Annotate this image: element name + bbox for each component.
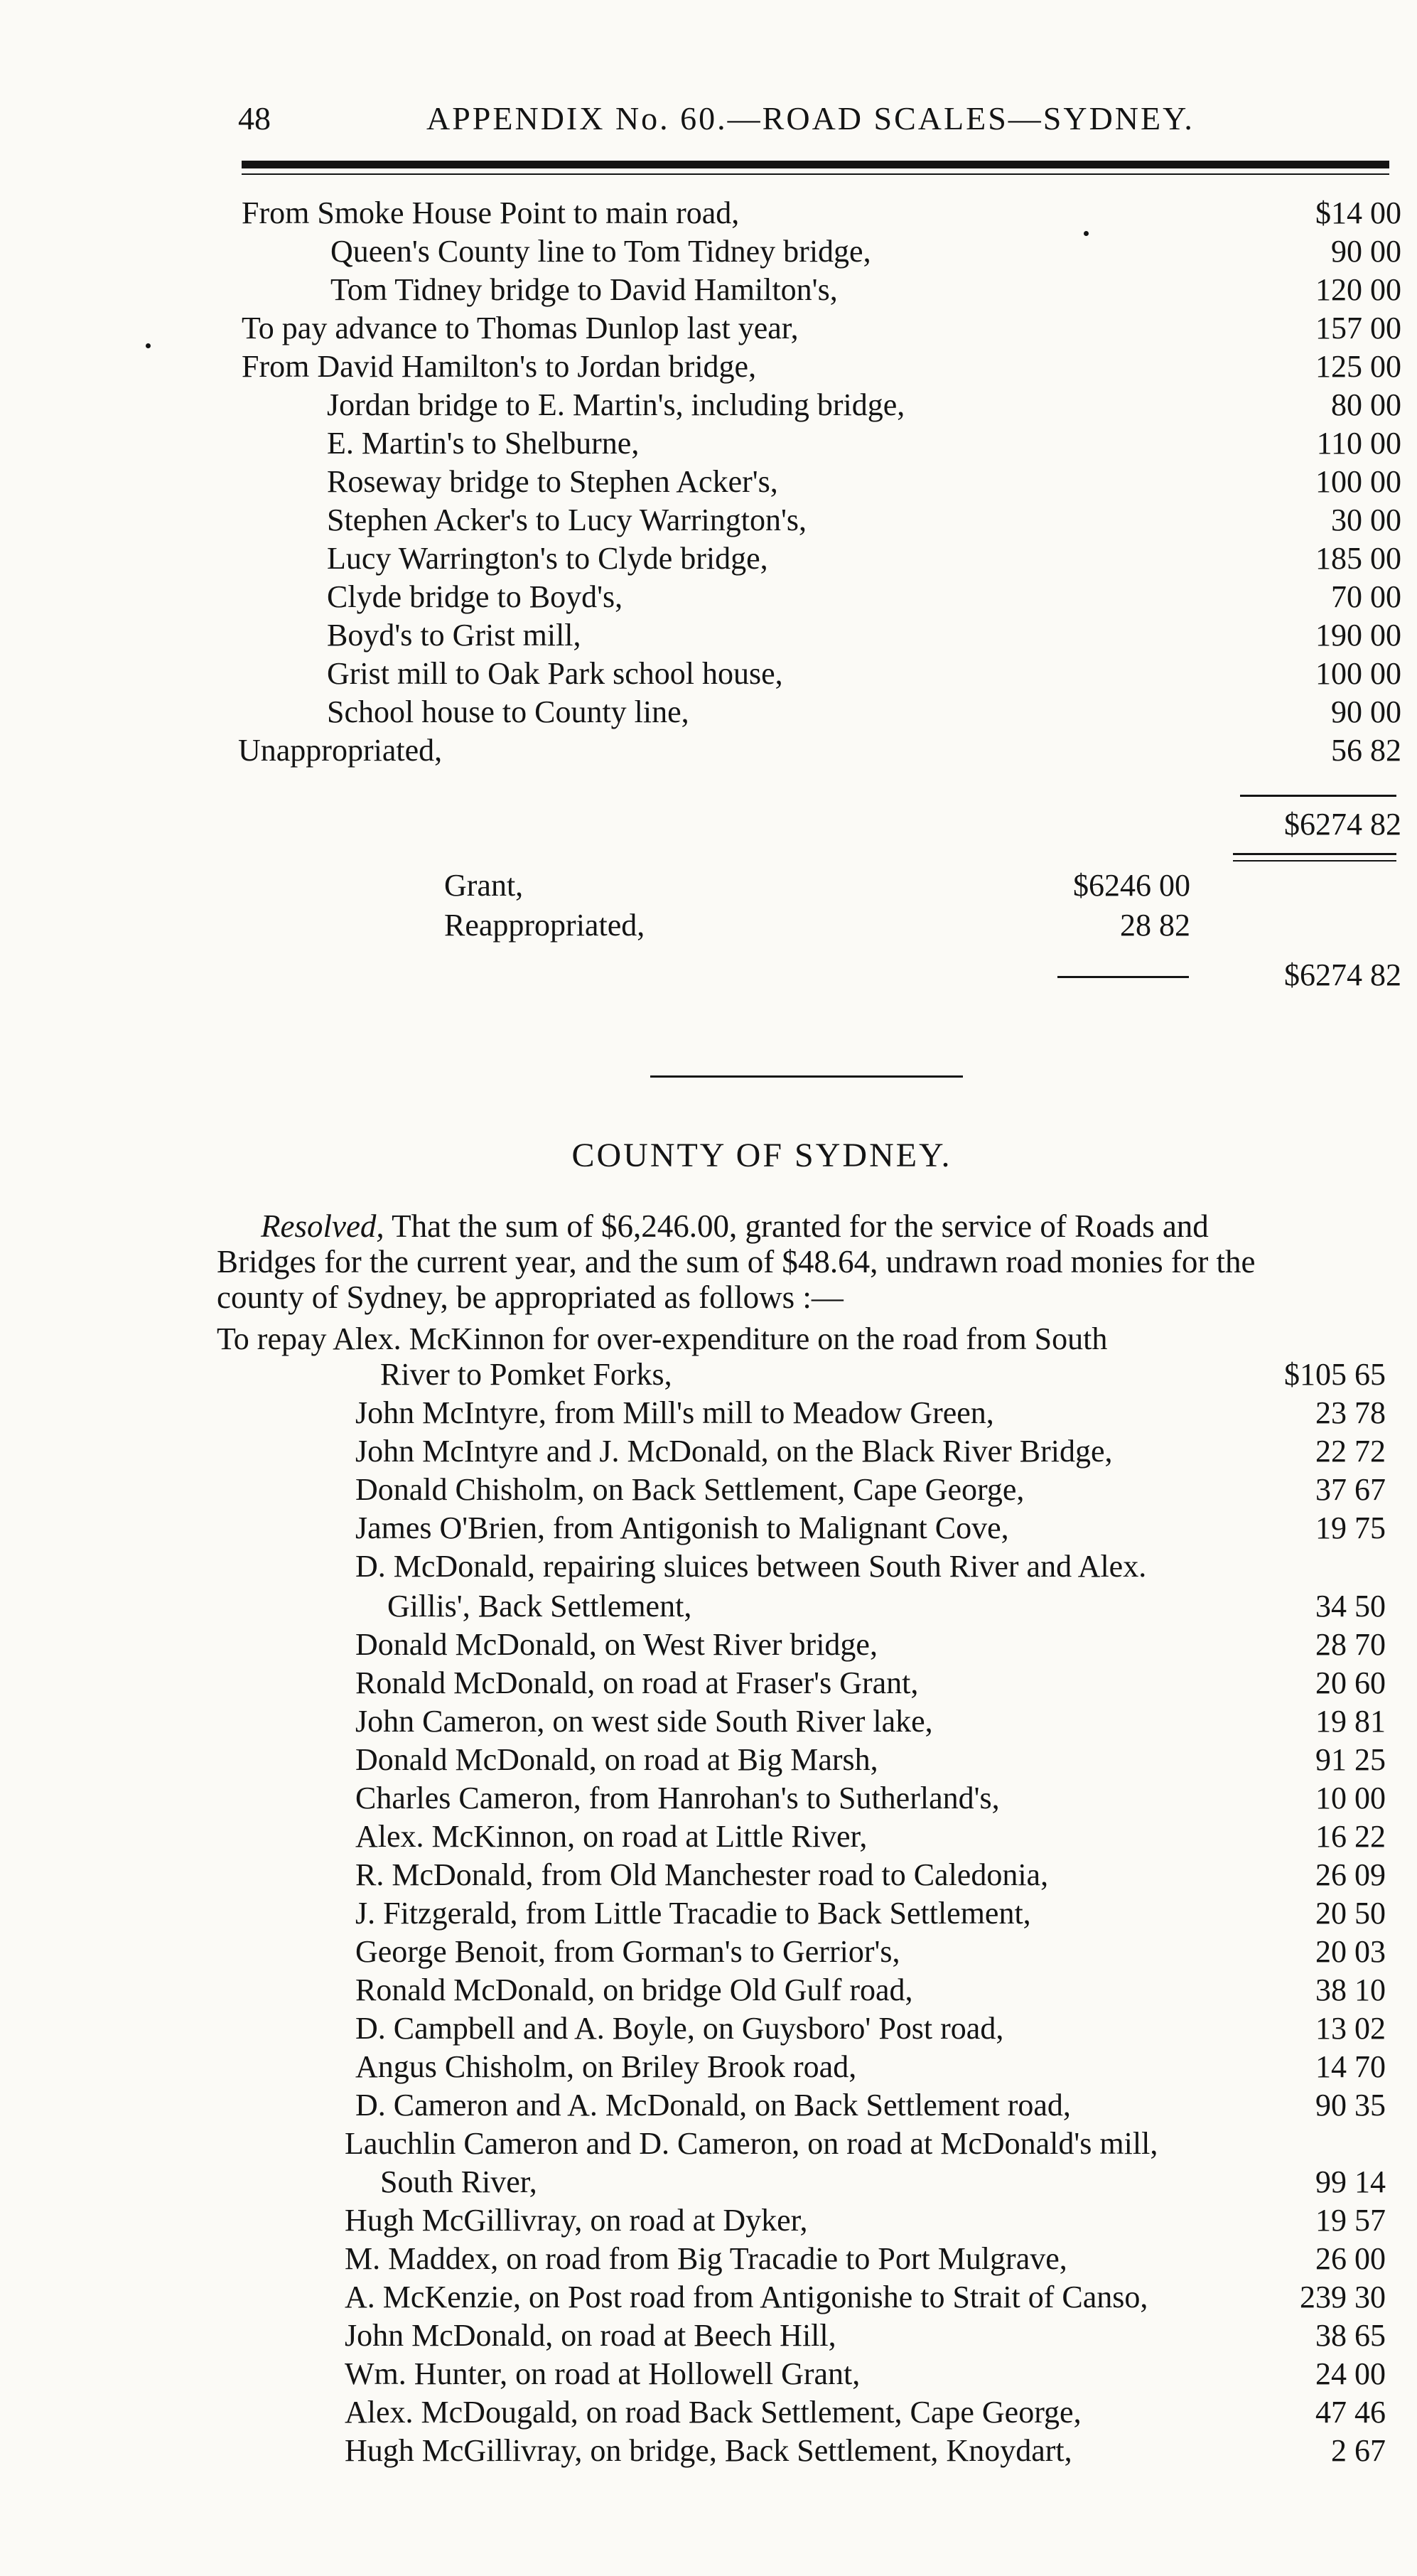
list-item: George Benoit, from Gorman's to Gerrior's, 20 03 xyxy=(355,1934,1386,1969)
list-item: John McDonald, on road at Beech Hill, 38 65 xyxy=(345,2318,1386,2353)
list-item: Lucy Warrington's to Clyde bridge, 185 00 xyxy=(327,541,1401,576)
list-item: Ronald McDonald, on road at Fraser's Grant, 20 60 xyxy=(355,1665,1386,1700)
list-item: Ronald McDonald, on bridge Old Gulf road, 38 10 xyxy=(355,1973,1386,2007)
resolution-text: Bridges for the current year, and the sum of $48.64, undrawn road monies for the xyxy=(217,1244,1256,1279)
list-item: To pay advance to Thomas Dunlop last year, 157 00 xyxy=(242,311,1401,345)
list-item: Jordan bridge to E. Martin's, including bridge, 80 00 xyxy=(327,387,1401,422)
list-item: Stephen Acker's to Lucy Warrington's, 30 00 xyxy=(327,503,1401,537)
list-item: Angus Chisholm, on Briley Brook road, 14 70 xyxy=(355,2049,1386,2084)
list-item: E. Martin's to Shelburne, 110 00 xyxy=(327,426,1401,461)
list-item: Lauchlin Cameron and D. Cameron, on road at McDonald's mill, xyxy=(345,2126,1158,2161)
page-number: 48 xyxy=(238,100,271,136)
list-item: John Cameron, on west side South River lake, 19 81 xyxy=(355,1704,1386,1739)
list-item: Roseway bridge to Stephen Acker's, 100 00 xyxy=(327,464,1401,499)
list-item: D. Cameron and A. McDonald, on Back Settlement road, 90 35 xyxy=(355,2088,1386,2122)
list-item: R. McDonald, from Old Manchester road to Caledonia, 26 09 xyxy=(355,1857,1386,1892)
list-item: School house to County line, 90 00 xyxy=(327,694,1401,729)
total-double-rule xyxy=(1233,860,1396,862)
list-item: Unappropriated, 56 82 xyxy=(238,733,1401,768)
list-item: D. Campbell and A. Boyle, on Guysboro' Post road, 13 02 xyxy=(355,2011,1386,2046)
resolution-text: county of Sydney, be appropriated as follows :— xyxy=(217,1279,844,1315)
header-rule-thick xyxy=(242,161,1389,168)
total-rule xyxy=(1240,795,1396,797)
running-title: APPENDIX No. 60.—ROAD SCALES—SYDNEY. xyxy=(426,100,1195,136)
list-item: From Smoke House Point to main road, $14 00 xyxy=(242,195,1401,230)
list-item: Charles Cameron, from Hanrohan's to Sutherland's, 10 00 xyxy=(355,1781,1386,1815)
list-item: D. McDonald, repairing sluices between South River and Alex. xyxy=(355,1549,1147,1584)
list-item: John McIntyre and J. McDonald, on the Black River Bridge, 22 72 xyxy=(355,1434,1386,1469)
total-row xyxy=(0,806,1417,843)
list-item: South River, 99 14 xyxy=(380,2164,1386,2199)
list-item: Donald Chisholm, on Back Settlement, Cape George, 37 67 xyxy=(355,1472,1386,1507)
grant-amount: $6246 00 xyxy=(1073,868,1190,903)
list-item: Gillis', Back Settlement, 34 50 xyxy=(387,1589,1386,1624)
section-divider xyxy=(650,1075,963,1078)
list-item: John McIntyre, from Mill's mill to Meadow Green, 23 78 xyxy=(355,1395,1386,1430)
grand-total-row xyxy=(0,957,1417,994)
grant-label: Grant, xyxy=(444,868,524,903)
list-item: Alex. McKinnon, on road at Little River, 16 22 xyxy=(355,1819,1386,1854)
grant-row xyxy=(0,867,1417,904)
list-item: Donald McDonald, on West River bridge, 28 70 xyxy=(355,1627,1386,1662)
list-item: Wm. Hunter, on road at Hollowell Grant, 24 00 xyxy=(345,2356,1386,2391)
list-item: Tom Tidney bridge to David Hamilton's, 120 00 xyxy=(330,272,1401,307)
reappropriated-row xyxy=(0,907,1417,944)
print-speck xyxy=(1084,231,1089,236)
list-item: Clyde bridge to Boyd's, 70 00 xyxy=(327,579,1401,614)
list-item: Grist mill to Oak Park school house, 100 00 xyxy=(327,656,1401,691)
resolution-paragraph xyxy=(217,1208,1389,1315)
resolution-text: That the sum of $6,246.00, granted for the service of Roads and xyxy=(392,1208,1209,1244)
list-item: Donald McDonald, on road at Big Marsh, 91 25 xyxy=(355,1742,1386,1777)
list-item: J. Fitzgerald, from Little Tracadie to Back Settlement, 20 50 xyxy=(355,1896,1386,1931)
grand-total-amount: $6274 82 xyxy=(1284,957,1401,992)
total-amount: $6274 82 xyxy=(1284,807,1401,842)
print-speck xyxy=(146,343,151,348)
list-item: From David Hamilton's to Jordan bridge, 125 00 xyxy=(242,349,1401,384)
list-item: A. McKenzie, on Post road from Antigonishe to Strait of Canso, 239 30 xyxy=(345,2280,1386,2314)
resolved-word: Resolved, xyxy=(261,1208,384,1244)
reappropriated-amount: 28 82 xyxy=(1120,908,1190,943)
list-item: To repay Alex. McKinnon for over-expenditure on the road from South xyxy=(217,1321,1108,1356)
reappropriated-label: Reappropriated, xyxy=(444,908,645,943)
list-item: James O'Brien, from Antigonish to Malignant Cove, 19 75 xyxy=(355,1510,1386,1545)
list-item: Hugh McGillivray, on road at Dyker, 19 57 xyxy=(345,2203,1386,2238)
list-item: Boyd's to Grist mill, 190 00 xyxy=(327,618,1401,653)
list-item: Hugh McGillivray, on bridge, Back Settlement, Knoydart, 2 67 xyxy=(345,2433,1386,2468)
list-item: Queen's County line to Tom Tidney bridge, 90 00 xyxy=(330,234,1401,269)
total-double-rule xyxy=(1233,853,1396,855)
header-rule-thin xyxy=(242,173,1389,175)
list-item: M. Maddex, on road from Big Tracadie to Port Mulgrave, 26 00 xyxy=(345,2241,1386,2276)
list-item: River to Pomket Forks, $105 65 xyxy=(380,1357,1386,1392)
section-title: COUNTY OF SYDNEY. xyxy=(571,1137,952,1174)
list-item: Alex. McDougald, on road Back Settlement, Cape George, 47 46 xyxy=(345,2395,1386,2430)
page-header xyxy=(238,100,1403,156)
